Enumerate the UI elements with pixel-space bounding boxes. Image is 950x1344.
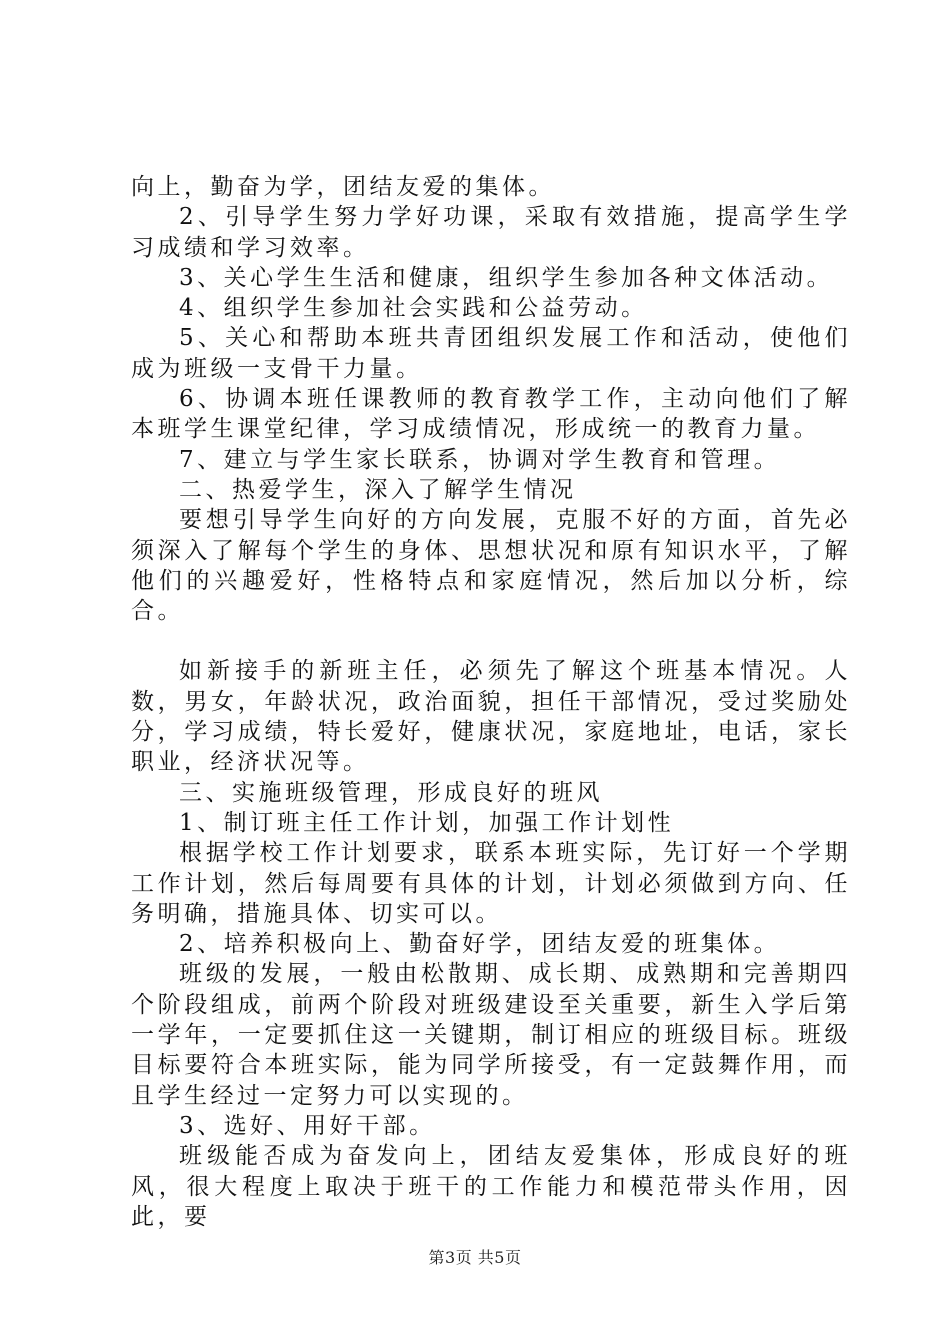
paragraph-work-plan: 根据学校工作计划要求，联系本班实际，先订好一个学期工作计划，然后每周要有具体的计划，计划必须做到方向、任务明确，措施具体、切实可以。 xyxy=(131,840,851,927)
paragraph-new-class-teacher: 如新接手的新班主任，必须先了解这个班基本情况。人数，男女，年龄状况，政治面貌，担任干部情况，受过奖励处分，学习成绩，特长爱好，健康状况，家庭地址，电话，家长职业，经济状况等。 xyxy=(131,658,851,776)
paragraph-continuation: 向上，勤奋为学，团结友爱的集体。 xyxy=(131,174,555,200)
paragraph-item-7: 7、建立与学生家长联系，协调对学生教育和管理。 xyxy=(179,446,781,473)
paragraph-item-6: 6、协调本班任课教师的教育教学工作，主动向他们了解本班学生课堂纪律，学习成绩情况，形成统一的教育力量。 xyxy=(131,386,851,443)
paragraph-class-development: 班级的发展，一般由松散期、成长期、成熟期和完善期四个阶段组成，前两个阶段对班级建设至关重要，新生入学后第一学年，一定要抓住这一关键期，制订相应的班级目标。班级目标要符合本班实际，能为同学所接受，有一定鼓舞作用，而且学生经过一定努力可以实现的。 xyxy=(131,961,851,1109)
paragraph-class-cadres: 班级能否成为奋发向上，团结友爱集体，形成良好的班风，很大程度上取决于班干的工作能力和模范带头作用，因此，要 xyxy=(131,1143,851,1230)
document-body xyxy=(131,172,851,1232)
subheading-work-plan: 1、制订班主任工作计划，加强工作计划性 xyxy=(179,809,675,836)
section-heading-3: 三、实施班级管理，形成良好的班风 xyxy=(179,779,603,806)
subheading-class-collective: 2、培养积极向上、勤奋好学，团结友爱的班集体。 xyxy=(179,931,781,958)
section-heading-2: 二、热爱学生，深入了解学生情况 xyxy=(179,476,577,503)
page-number-footer: 第3页 共5页 xyxy=(428,1248,522,1267)
paragraph-item-3: 3、关心学生生活和健康，组织学生参加各种文体活动。 xyxy=(179,264,834,291)
paragraph-item-2: 2、引导学生努力学好功课，采取有效措施，提高学生学习成绩和学习效率。 xyxy=(131,204,851,261)
paragraph-item-5: 5、关心和帮助本班共青团组织发展工作和活动，使他们成为班级一支骨干力量。 xyxy=(131,325,851,382)
subheading-class-cadres: 3、选好、用好干部。 xyxy=(179,1112,436,1139)
paragraph-item-4: 4、组织学生参加社会实践和公益劳动。 xyxy=(179,295,648,322)
paragraph-understand-students: 要想引导学生向好的方向发展，克服不好的方面，首先必须深入了解每个学生的身体、思想状况和原有知识水平，了解他们的兴趣爱好，性格特点和家庭情况，然后加以分析，综合。 xyxy=(131,507,851,625)
